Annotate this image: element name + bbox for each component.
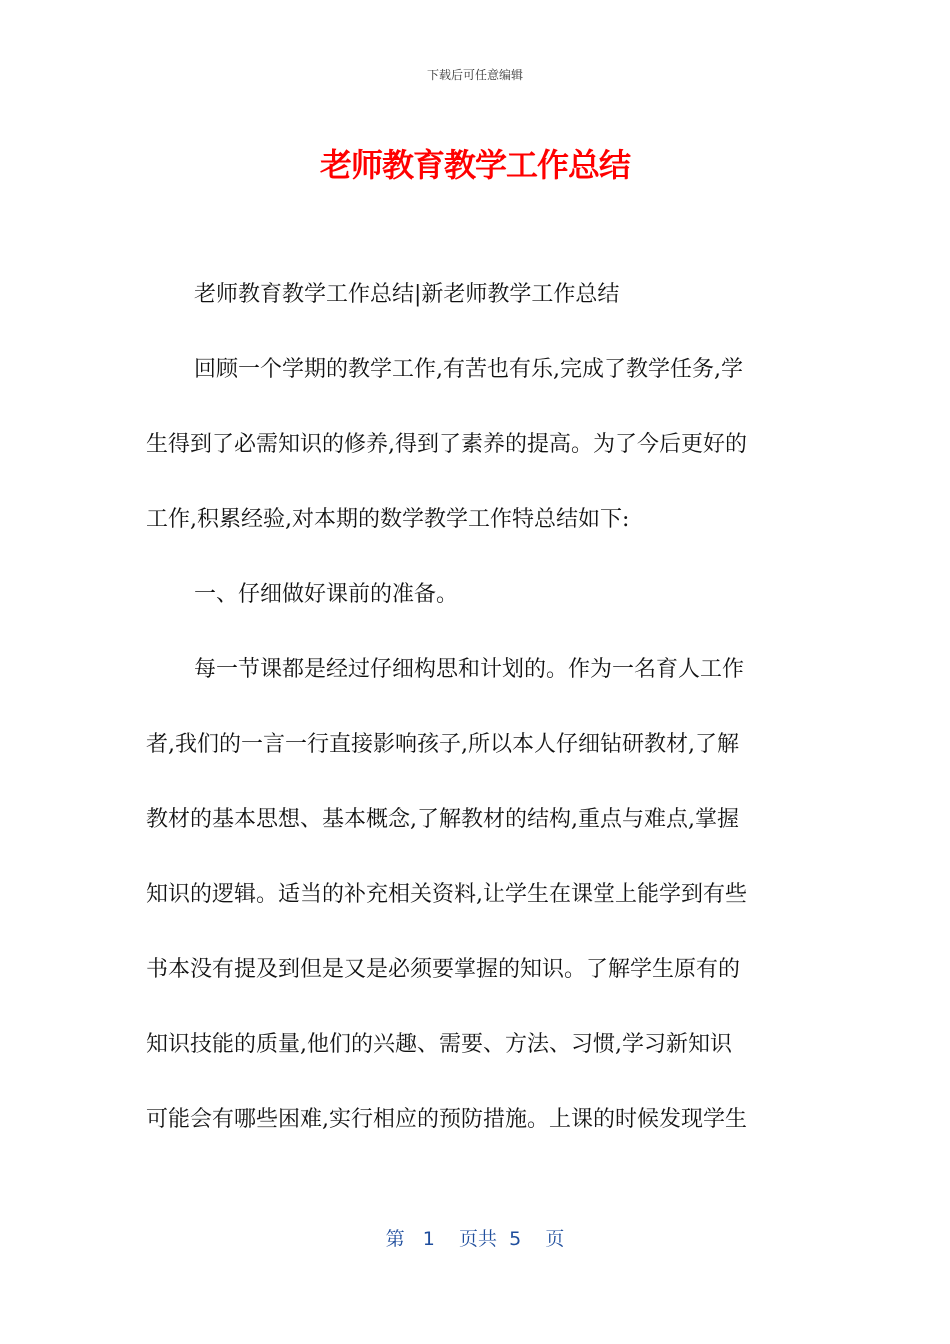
paragraph-line: 每一节课都是经过仔细构思和计划的。作为一名育人工作 [194,657,745,682]
footer-label-total: 页共 [459,1228,498,1250]
paragraph-line: 知识的逻辑。适当的补充相关资料,让学生在课堂上能学到有些 [146,882,747,907]
paragraph-line: 知识技能的质量,他们的兴趣、需要、方法、习惯,学习新知识 [146,1032,732,1057]
paragraph-line: 书本没有提及到但是又是必须要掌握的知识。了解学生原有的 [146,957,741,982]
document-body [146,262,806,1162]
footer-current-page: 1 [422,1228,435,1250]
paragraph-line: 教材的基本思想、基本概念,了解教材的结构,重点与难点,掌握 [146,807,739,832]
footer-label-end: 页 [545,1228,565,1250]
subtitle-line: 老师教育教学工作总结|新老师教学工作总结 [194,282,620,307]
footer-total-pages: 5 [509,1228,522,1250]
page-number-footer [0,1225,950,1253]
paragraph-line: 生得到了必需知识的修养,得到了素养的提高。为了今后更好的 [146,432,747,457]
paragraph-line: 回顾一个学期的教学工作,有苦也有乐,完成了教学任务,学 [194,357,743,382]
paragraph-line: 可能会有哪些困难,实行相应的预防措施。上课的时候发现学生 [146,1107,747,1132]
document-title: 老师教育教学工作总结 [319,146,630,184]
paragraph-line: 工作,积累经验,对本期的数学教学工作特总结如下: [146,507,630,532]
footer-label-page: 第 [385,1228,405,1250]
header-note: 下载后可任意编辑 [426,68,523,82]
paragraph-line: 者,我们的一言一行直接影响孩子,所以本人仔细钻研教材,了解 [146,732,739,757]
section-heading: 一、仔细做好课前的准备。 [194,582,459,607]
